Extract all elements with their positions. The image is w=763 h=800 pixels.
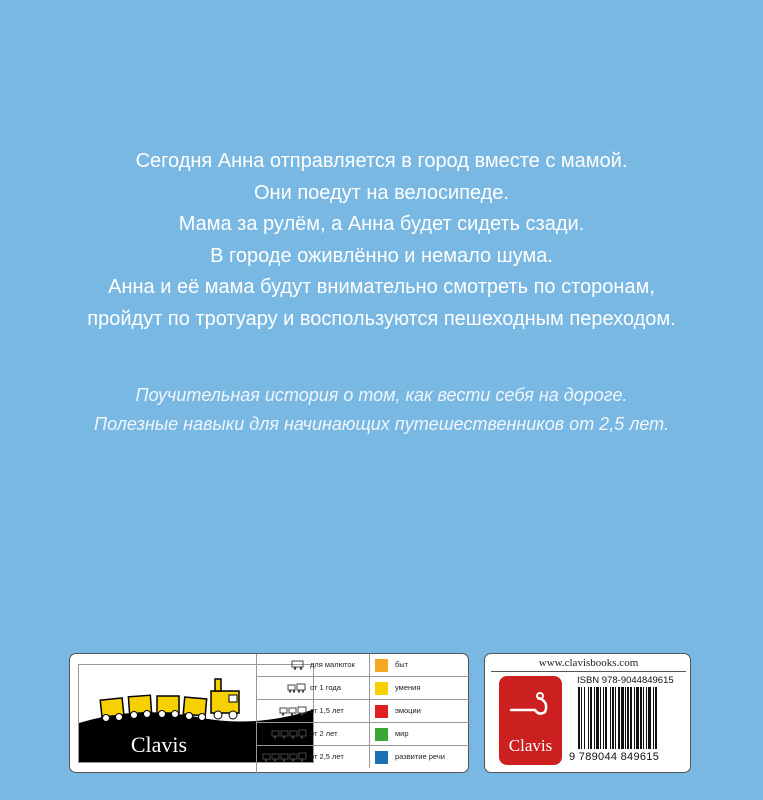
age-category-legend (256, 654, 471, 774)
age-label: от 1,5 лет (310, 706, 344, 715)
train-three-cars-icon (279, 706, 307, 716)
barcode-bar (594, 687, 595, 749)
category-label: эмоции (395, 706, 421, 715)
barcode-panel (484, 653, 691, 773)
barcode-bar (625, 687, 626, 749)
age-cell (257, 700, 370, 722)
barcode-bar (655, 687, 657, 749)
age-cell (257, 746, 370, 768)
barcode-bar (605, 687, 607, 749)
isbn-text: ISBN 978-9044849615 (577, 675, 674, 686)
age-label: от 2 лет (310, 729, 338, 738)
train-two-cars-icon (287, 683, 307, 693)
barcode-bar (588, 687, 589, 749)
age-label: от 1 года (310, 683, 341, 692)
barcode-bar (584, 687, 585, 749)
description-line: пройдут по тротуару и воспользуются пешеходным переходом. (87, 307, 676, 330)
barcode-bar (590, 687, 592, 749)
barcode-bar (603, 687, 604, 749)
barcode-bar (612, 687, 614, 749)
description-line: Сегодня Анна отправляется в город вместе с мамой. (135, 150, 628, 172)
description-line: Они поедут на велосипеде. (254, 181, 509, 204)
divider (491, 671, 686, 672)
train-five-cars-icon (262, 752, 307, 762)
barcode-bar (636, 687, 639, 749)
barcode-bar (581, 687, 582, 749)
barcode-bar (643, 687, 644, 749)
barcode-bar (596, 687, 599, 749)
legend-row (257, 723, 471, 746)
key-icon (499, 676, 562, 736)
barcode-bar (618, 687, 620, 749)
age-cell (257, 723, 370, 745)
category-swatch (375, 682, 388, 695)
clavis-logo-text: Clavis (508, 736, 553, 755)
age-label: для малюток (310, 660, 355, 669)
barcode-digits: 9 789044 849615 (569, 751, 660, 763)
category-label: развитие речи (395, 752, 445, 761)
category-label: мир (395, 729, 409, 738)
book-description (0, 146, 763, 336)
barcode-bar (610, 687, 611, 749)
barcode (577, 687, 685, 751)
barcode-bar (653, 687, 654, 749)
legend-row (257, 700, 471, 723)
description-line: В городе оживлённо и немало шума. (210, 244, 553, 267)
category-swatch (375, 659, 388, 672)
train-car-icon (291, 660, 305, 670)
clavis-logo-text: Clavis (130, 732, 188, 757)
tagline-line: Поучительная история о том, как вести себя на дороге. (135, 385, 628, 405)
category-swatch (375, 705, 388, 718)
category-label: быт (395, 660, 409, 669)
barcode-bar (600, 687, 601, 749)
age-cell (257, 677, 370, 699)
barcode-bar (578, 687, 580, 749)
legend-row (257, 746, 471, 769)
clavis-red-logo (499, 676, 562, 765)
category-swatch (375, 728, 388, 741)
book-tagline (0, 381, 763, 439)
series-info-panel (69, 653, 469, 773)
barcode-bar (634, 687, 635, 749)
age-label: от 2,5 лет (310, 752, 344, 761)
barcode-bar (646, 687, 647, 749)
barcode-bar (648, 687, 651, 749)
category-label: умения (395, 683, 421, 692)
barcode-bar (630, 687, 632, 749)
train-four-cars-icon (271, 729, 307, 739)
tagline-line: Полезные навыки для начинающих путешественников от 2,5 лет. (94, 414, 669, 434)
description-line: Мама за рулём, а Анна будет сидеть сзади. (178, 213, 585, 236)
publisher-url: www.clavisbooks.com (538, 657, 639, 669)
barcode-bar (627, 687, 629, 749)
age-cell (257, 654, 370, 676)
category-swatch (375, 751, 388, 764)
barcode-bar (615, 687, 616, 749)
description-line: Анна и её мама будут внимательно смотреть по сторонам, (108, 276, 655, 299)
barcode-bar (621, 687, 624, 749)
legend-row (257, 677, 471, 700)
legend-row (257, 654, 471, 677)
barcode-bar (640, 687, 642, 749)
